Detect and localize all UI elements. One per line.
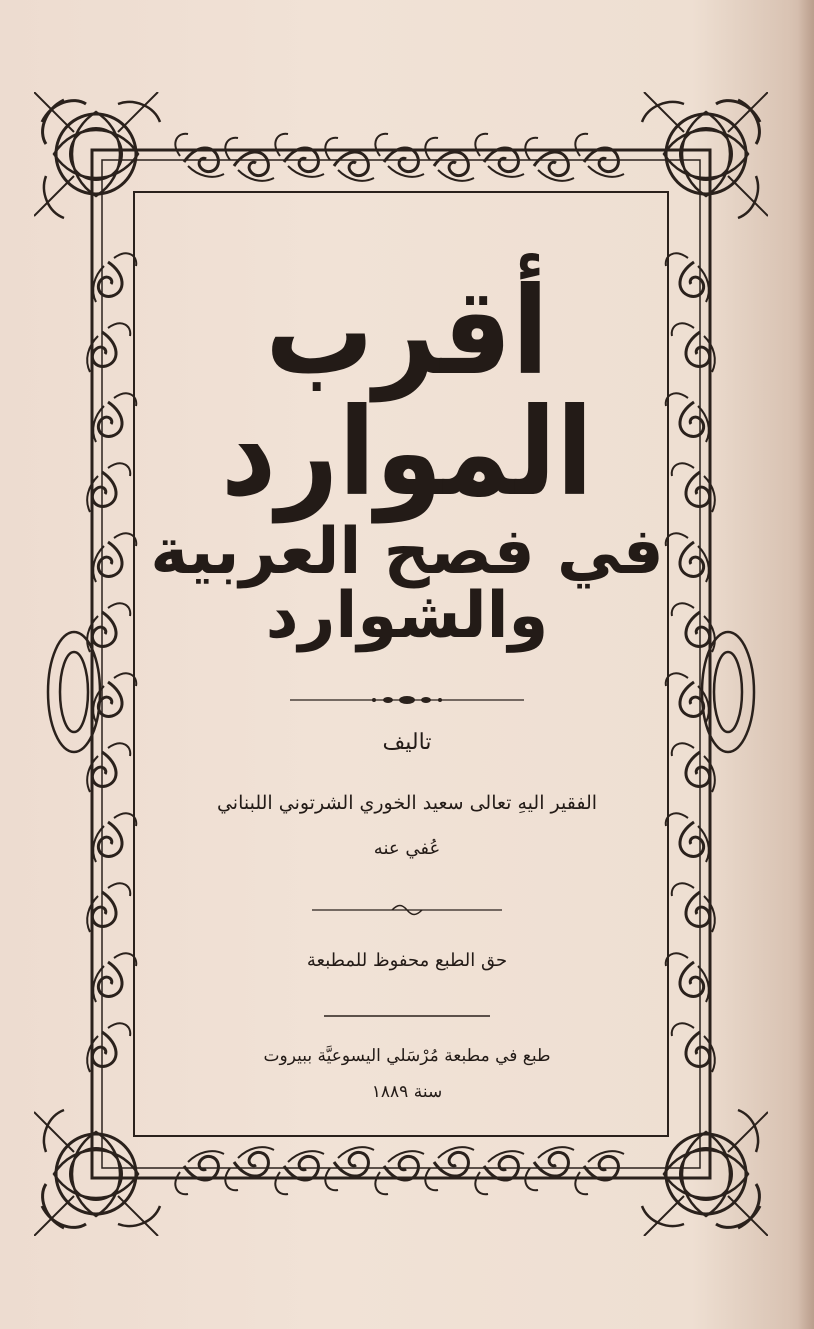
book-title: أقرب الموارد bbox=[220, 261, 594, 523]
author-name: الفقير اليهِ تعالى سعيد الخوري الشرتوني اللبناني bbox=[216, 792, 598, 814]
divider-line bbox=[140, 1006, 674, 1026]
author-note: عُفي عنه bbox=[373, 838, 441, 859]
title-page-content bbox=[140, 240, 674, 1140]
author-label: تاليف bbox=[382, 730, 432, 755]
publication-year: سنة ١٨٨٩ bbox=[371, 1082, 443, 1102]
book-gutter-shadow bbox=[798, 0, 814, 1329]
copyright-notice: حق الطبع محفوظ للمطبعة bbox=[306, 950, 508, 971]
printer-imprint: طبع في مطبعة مُرْسَلي اليسوعيَّة ببيروت bbox=[263, 1046, 551, 1066]
ornamental-rule-icon bbox=[140, 900, 674, 920]
book-subtitle: في فصح العربية والشوارد bbox=[150, 515, 664, 653]
ornamental-rule-icon bbox=[140, 690, 674, 710]
